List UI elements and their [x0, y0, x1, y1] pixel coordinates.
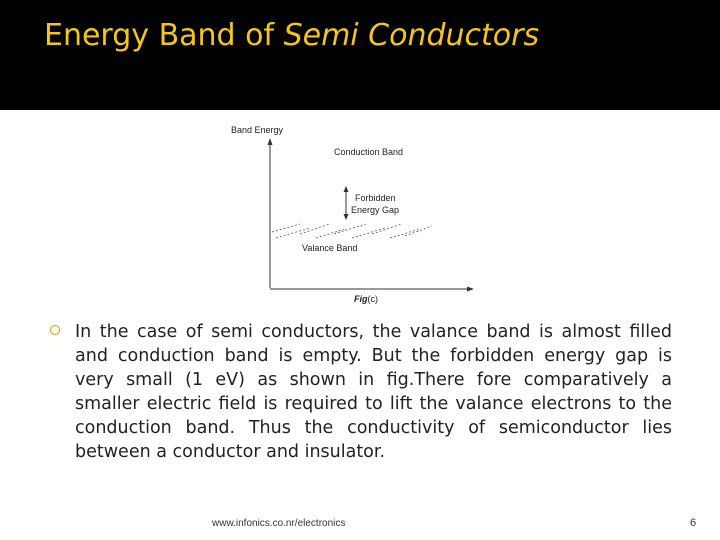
title-italic: Semi Conductors	[283, 18, 540, 53]
bullet-text: In the case of semi conductors, the valance band is almost filled and conduction band is empty. But the forbidden energy gap is very small (1 eV) as shown in fig.There fore comparatively a smaller electric field is required to lift the valance electrons to the conduction band. Thus the conductivity of semiconductor lies between a conductor and insulator.	[75, 322, 672, 462]
footer-url: www.infonics.co.nr/electronics	[212, 518, 346, 529]
slide-title	[44, 18, 539, 53]
bullet-circle-icon	[50, 325, 60, 335]
gap-arrow-down	[344, 214, 349, 220]
conduction-band-label: Conduction Band	[334, 147, 404, 157]
energy-band-figure	[0, 110, 720, 310]
bullet-item	[50, 320, 672, 464]
title-prefix: Energy Band of	[44, 18, 284, 53]
valance-band-label: Valance Band	[302, 243, 358, 253]
fig-label-italic: Fig	[354, 294, 368, 304]
fig-label-rest: (c)	[367, 294, 378, 304]
gap-arrow-up	[344, 186, 349, 192]
band-energy-label: Band Energy	[231, 125, 284, 135]
fig-label	[354, 294, 378, 304]
band-energy-arrowhead	[268, 138, 273, 145]
horizontal-arrowhead	[467, 287, 474, 292]
slide-content	[0, 110, 720, 540]
page-number: 6	[690, 517, 697, 529]
valance-band-hatch	[272, 224, 432, 238]
energy-gap-label: Energy Gap	[351, 205, 400, 215]
forbidden-label: Forbidden	[355, 193, 396, 203]
